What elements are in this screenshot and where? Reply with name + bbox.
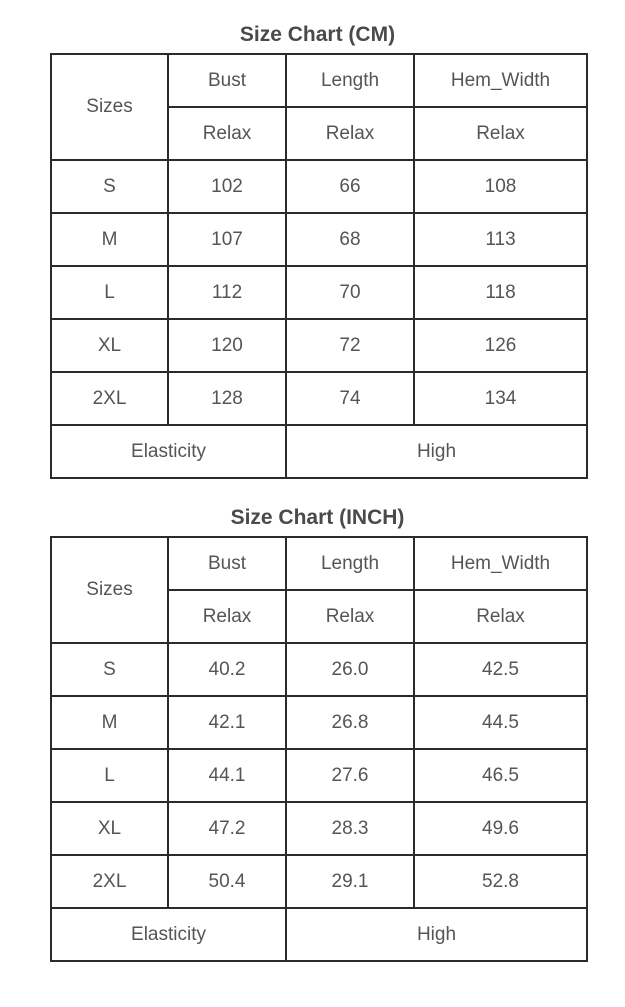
- length-cell: 26.8: [286, 696, 414, 749]
- table-row: [51, 266, 587, 319]
- hem-width-cell: 49.6: [414, 802, 587, 855]
- length-cell: 74: [286, 372, 414, 425]
- chart-title: Size Chart (CM): [239, 23, 396, 46]
- length-fit-subheader: Relax: [286, 590, 414, 643]
- sizes-header: Sizes: [51, 537, 168, 643]
- chart-title: Size Chart (INCH): [230, 506, 405, 529]
- size-cell: 2XL: [51, 855, 168, 908]
- table-row: [51, 643, 587, 696]
- bust-cell: 47.2: [168, 802, 286, 855]
- elasticity-value: High: [286, 425, 587, 478]
- elasticity-label: Elasticity: [51, 908, 286, 961]
- bust-cell: 128: [168, 372, 286, 425]
- size-cell: M: [51, 213, 168, 266]
- bust-fit-subheader: Relax: [168, 107, 286, 160]
- hem-width-cell: 108: [414, 160, 587, 213]
- size-chart-inch: [50, 500, 588, 962]
- length-header: Length: [286, 537, 414, 590]
- hem-width-fit-subheader: Relax: [414, 590, 587, 643]
- table-row: [51, 372, 587, 425]
- hem-width-cell: 42.5: [414, 643, 587, 696]
- size-table: [50, 536, 588, 962]
- elasticity-label: Elasticity: [51, 425, 286, 478]
- bust-cell: 102: [168, 160, 286, 213]
- size-cell: L: [51, 749, 168, 802]
- bust-cell: 40.2: [168, 643, 286, 696]
- table-row: [51, 749, 587, 802]
- size-cell: XL: [51, 802, 168, 855]
- hem-width-cell: 134: [414, 372, 587, 425]
- length-cell: 27.6: [286, 749, 414, 802]
- hem-width-cell: 126: [414, 319, 587, 372]
- hem-width-header: Hem_Width: [414, 537, 587, 590]
- header-row: [51, 54, 587, 107]
- length-cell: 68: [286, 213, 414, 266]
- sizes-header: Sizes: [51, 54, 168, 160]
- bust-header: Bust: [168, 537, 286, 590]
- hem-width-fit-subheader: Relax: [414, 107, 587, 160]
- elasticity-value: High: [286, 908, 587, 961]
- bust-cell: 44.1: [168, 749, 286, 802]
- hem-width-cell: 46.5: [414, 749, 587, 802]
- size-table: [50, 53, 588, 479]
- table-row: [51, 319, 587, 372]
- length-cell: 29.1: [286, 855, 414, 908]
- length-fit-subheader: Relax: [286, 107, 414, 160]
- table-row: [51, 213, 587, 266]
- length-header: Length: [286, 54, 414, 107]
- bust-cell: 42.1: [168, 696, 286, 749]
- bust-cell: 112: [168, 266, 286, 319]
- hem-width-header: Hem_Width: [414, 54, 587, 107]
- table-row: [51, 855, 587, 908]
- table-row: [51, 160, 587, 213]
- table-row: [51, 696, 587, 749]
- size-cell: M: [51, 696, 168, 749]
- size-cell: L: [51, 266, 168, 319]
- length-cell: 66: [286, 160, 414, 213]
- bust-cell: 50.4: [168, 855, 286, 908]
- size-cell: XL: [51, 319, 168, 372]
- size-chart-cm: [50, 17, 588, 479]
- bust-header: Bust: [168, 54, 286, 107]
- length-cell: 70: [286, 266, 414, 319]
- elasticity-row: [51, 908, 587, 961]
- size-cell: 2XL: [51, 372, 168, 425]
- size-cell: S: [51, 160, 168, 213]
- hem-width-cell: 52.8: [414, 855, 587, 908]
- size-cell: S: [51, 643, 168, 696]
- length-cell: 28.3: [286, 802, 414, 855]
- hem-width-cell: 113: [414, 213, 587, 266]
- length-cell: 72: [286, 319, 414, 372]
- bust-cell: 120: [168, 319, 286, 372]
- elasticity-row: [51, 425, 587, 478]
- header-row: [51, 537, 587, 590]
- hem-width-cell: 44.5: [414, 696, 587, 749]
- bust-fit-subheader: Relax: [168, 590, 286, 643]
- hem-width-cell: 118: [414, 266, 587, 319]
- length-cell: 26.0: [286, 643, 414, 696]
- bust-cell: 107: [168, 213, 286, 266]
- table-row: [51, 802, 587, 855]
